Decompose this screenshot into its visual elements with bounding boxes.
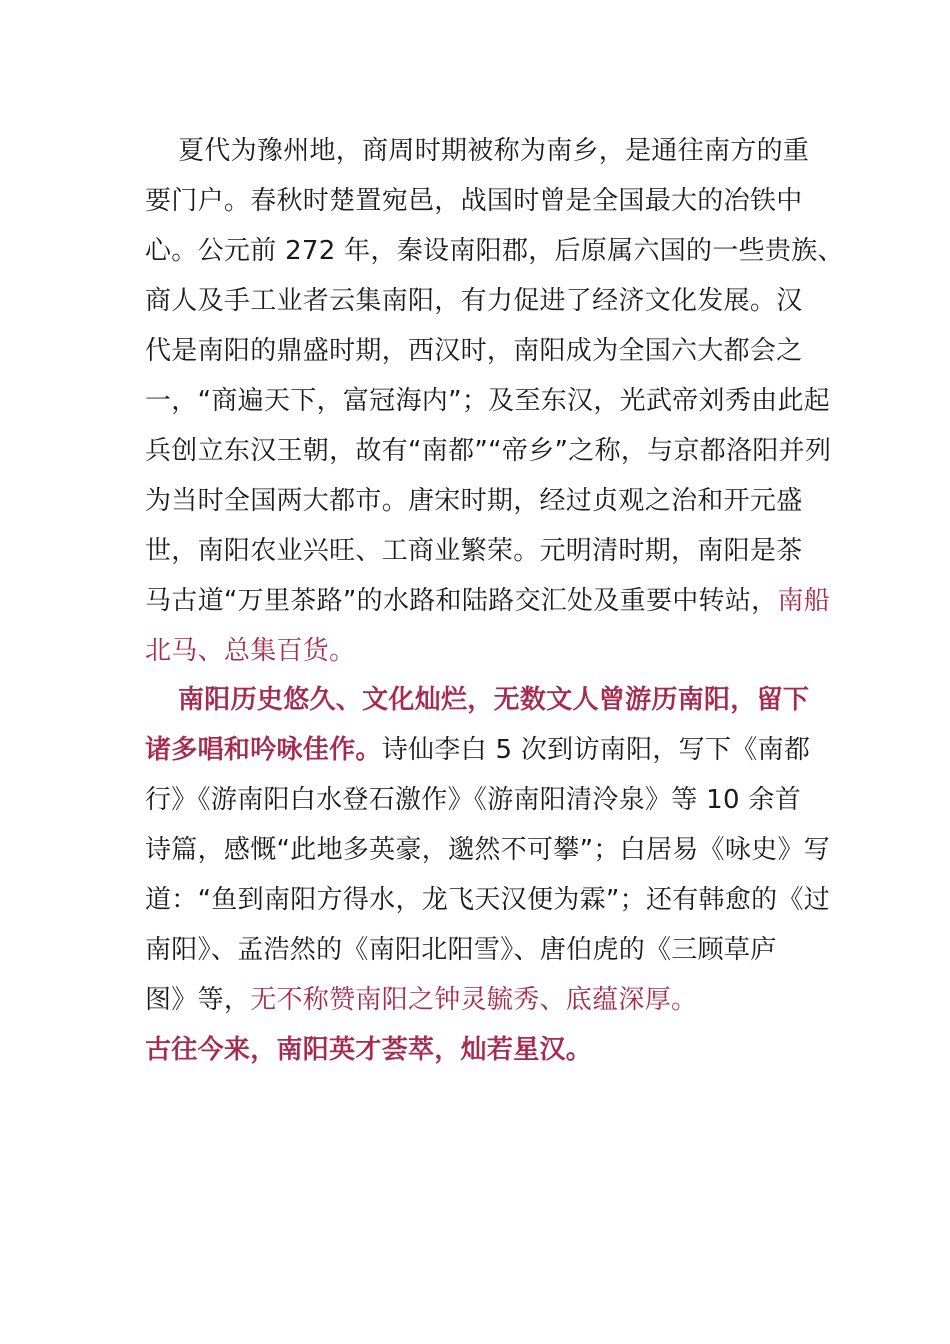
paragraph1-line: 商人及手工业者云集南阳，有力促进了经济文化发展。汉 xyxy=(145,286,803,316)
paragraph1-line: 世，南阳农业兴旺、工商业繁荣。元明清时期，南阳是茶 xyxy=(145,536,803,566)
paragraph2-line xyxy=(145,730,810,770)
paragraph1-line: 为当时全国两大都市。唐宋时期，经过贞观之治和开元盛 xyxy=(145,486,803,516)
paragraph1-line: 夏代为豫州地，商周时期被称为南乡，是通往南方的重 xyxy=(178,136,810,166)
paragraph2-heading-line: 南阳历史悠久、文化灿烂，无数文人曾游历南阳，留下 xyxy=(178,685,810,715)
paragraph1-line: 一，“商遍天下，富冠海内”；及至东汉，光武帝刘秀由此起 xyxy=(145,386,831,416)
paragraph1-line: 代是南阳的鼎盛时期，西汉时，南阳成为全国六大都会之 xyxy=(145,336,803,366)
paragraph2-line xyxy=(145,980,697,1020)
paragraph2-line: 南阳》、孟浩然的《南阳北阳雪》、唐伯虎的《三顾草庐 xyxy=(145,935,777,965)
paragraph1-line: 心。公元前 272 年，秦设南阳郡，后原属六国的一些贵族、 xyxy=(145,236,844,266)
paragraph2-line: 道：“鱼到南阳方得水，龙飞天汉便为霖”；还有韩愈的《过 xyxy=(145,885,831,915)
paragraph2-text: 图》等， xyxy=(145,985,251,1015)
highlighted-text: 无不称赞南阳之钟灵毓秀、底蕴深厚。 xyxy=(250,985,698,1015)
paragraph2-text: 诗仙李白 5 次到访南阳，写下《南都 xyxy=(381,735,811,765)
highlighted-text: 北马、总集百货。 xyxy=(145,636,356,666)
closing-line: 古往今来，南阳英才荟萃，灿若星汉。 xyxy=(145,1035,593,1065)
highlighted-text: 南船 xyxy=(777,586,831,616)
paragraph1-line xyxy=(145,581,830,621)
paragraph2-line: 行》《游南阳白水登石激作》《游南阳清泠泉》等 10 余首 xyxy=(145,785,802,815)
paragraph1-line: 要门户。春秋时楚置宛邑，战国时曾是全国最大的冶铁中 xyxy=(145,186,803,216)
paragraph2-heading-text: 诸多唱和吟咏佳作。 xyxy=(145,735,382,765)
paragraph2-line: 诗篇，感慨“此地多英豪，邈然不可攀”；白居易《咏史》写 xyxy=(145,835,831,865)
paragraph1-text: 马古道“万里茶路”的水路和陆路交汇处及重要中转站， xyxy=(145,586,778,616)
paragraph1-line: 兵创立东汉王朝，故有“南都”“帝乡”之称，与京都洛阳并列 xyxy=(145,436,832,466)
